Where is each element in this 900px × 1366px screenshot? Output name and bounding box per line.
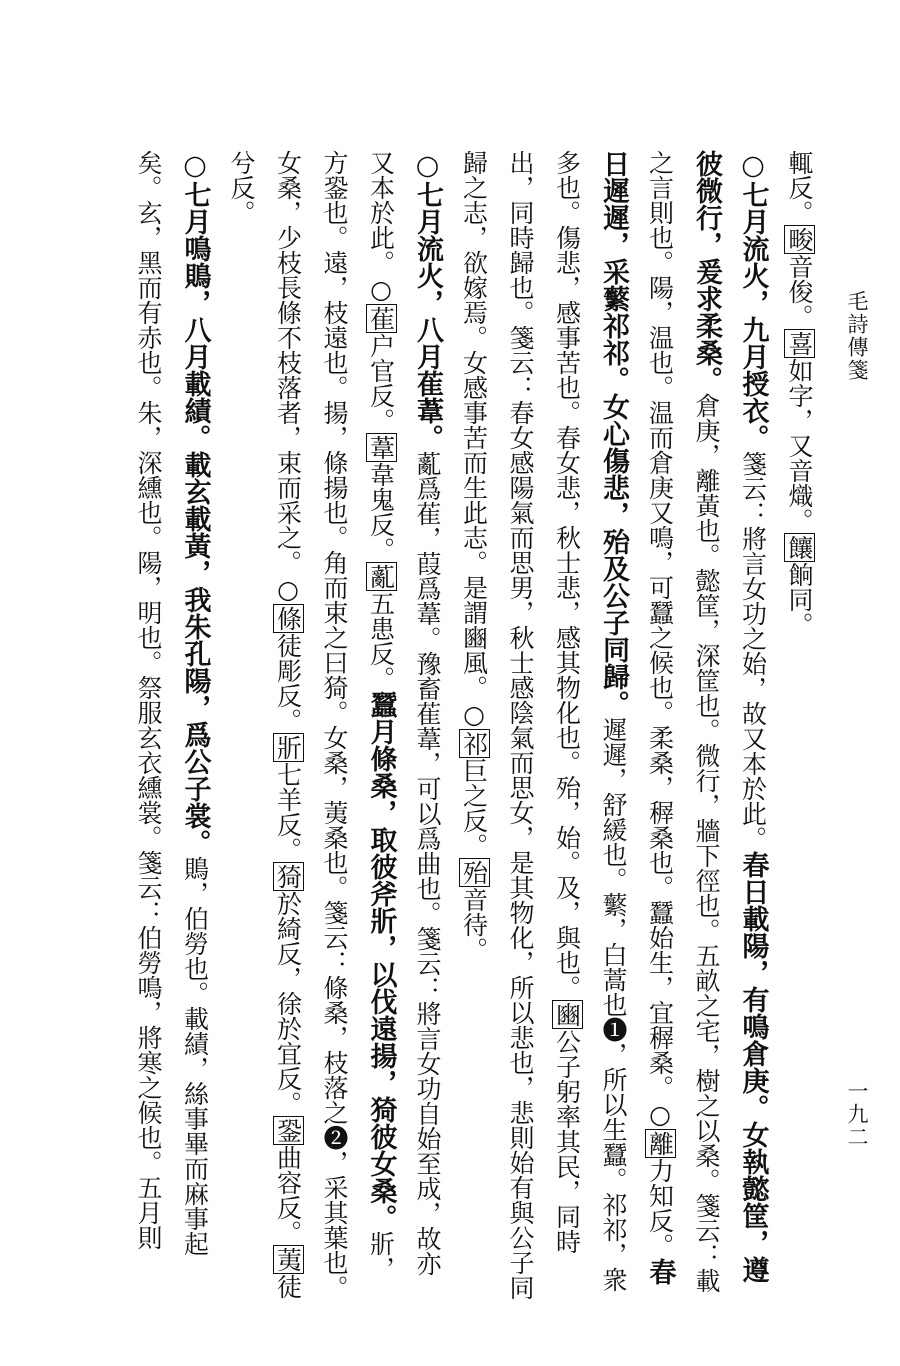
verse-text: 春日載陽，有鳴倉庚。女執懿筐，遵彼微行，爰求柔桑。 [691, 150, 769, 1283]
commentary-text: 輒反。 [785, 150, 814, 225]
boxed-character: 畯 [785, 227, 814, 252]
commentary-text: 薍爲萑，葭爲葦。豫畜萑葦，可以爲曲也。箋云：將言女功自始至成，故亦又本於此。○ [366, 150, 442, 1276]
verse-text: ○七月鳴鵙，八月載績。載玄載黃，我朱孔陽，爲公子裳。 [179, 150, 211, 856]
boxed-character: 斨 [273, 735, 303, 760]
commentary-text: 餉同。 [785, 562, 814, 637]
running-title: 毛詩傳箋 [845, 290, 869, 382]
boxed-character: 離 [645, 1131, 675, 1156]
commentary-text: 曲容反。 [273, 1145, 303, 1245]
boxed-character: 喜 [785, 331, 814, 356]
boxed-character: 饟 [785, 535, 814, 560]
commentary-text: 七羊反。 [273, 762, 303, 862]
boxed-character: 殆 [459, 860, 489, 885]
commentary-text: 於綺反，徐於宜反。 [273, 891, 303, 1116]
boxed-character: 猗 [273, 864, 303, 889]
boxed-character: 荑 [273, 1247, 303, 1272]
boxed-character: 薍 [366, 564, 396, 589]
commentary-text: 五患反。 [366, 591, 396, 691]
commentary-text: 徒彫反。 [273, 633, 303, 733]
boxed-character: 豳 [552, 1002, 582, 1027]
commentary-text: 斨，方銎也。遠，枝遠也。揚，條揚也。角而束之曰猗。女桑，荑桑也。箋云：條桑，枝落之❷，采其葉也。女桑，少枝長條不枝落者，束而采之。○ [273, 150, 396, 1300]
boxed-character: 葦 [366, 435, 396, 460]
boxed-character: 條 [273, 606, 303, 631]
commentary-text: 力知反。 [645, 1158, 675, 1258]
commentary-text: 公子躬率其民，同時出，同時歸也。箋云：春女感陽氣而思男，秋士感陰氣而思女，是其物化，所以悲也，悲則始有與公子同歸之志，欲嫁焉。女感事苦而生此志。是謂豳風。○ [459, 150, 582, 1300]
commentary-text: 韋鬼反。 [366, 462, 396, 562]
commentary-text: 鵙，伯勞也。載績，絲事畢而麻事起矣。玄，黑而有赤也。朱，深纁也。陽，明也。祭服玄衣纁裳。箋云：伯勞鳴，將寒之候也。五月則 [134, 150, 210, 1256]
verse-text: 春日遲遲，采蘩祁祁。女心傷悲，殆及公子同歸。 [598, 150, 676, 1285]
commentary-text: 音待。 [459, 887, 489, 962]
verse-text: 蠶月條桑，取彼斧斨，以伐遠揚，猗彼女桑。 [365, 691, 397, 1231]
commentary-text: 音俊。 [785, 254, 814, 329]
page-number: 一九二 [845, 1080, 869, 1149]
paragraph [776, 150, 823, 1300]
commentary-text: 徒兮反。 [227, 150, 303, 1299]
boxed-character: 萑 [366, 306, 396, 331]
body-text [42, 150, 822, 1300]
commentary-text: 如字，又音熾。 [785, 358, 814, 533]
boxed-character: 祁 [459, 731, 489, 756]
commentary-text: 巨之反。 [459, 758, 489, 858]
commentary-text: 箋云：將言女功之始，故又本於此。 [738, 451, 768, 851]
paragraph [450, 150, 776, 1300]
verse-text: ○七月流火，九月授衣。 [737, 150, 769, 451]
paragraph [218, 150, 451, 1300]
commentary-text: 户官反。 [366, 333, 396, 433]
commentary-text: 倉庚，離黃也。懿筐，深筐也。微行，牆下徑也。五畝之宅，樹之以桑。箋云：載之言則也。陽，温也。温而倉庚又鳴，可蠶之候也。柔桑，稺桑也。蠶始生，宜稺桑。○ [645, 150, 721, 1293]
verse-text: ○七月流火，八月萑葦。 [412, 150, 443, 451]
paragraph [125, 150, 218, 1300]
commentary-text: 遲遲，舒緩也。蘩，白蒿也❶，所以生蠶。祁祁，衆多也。傷悲，感事苦也。春女悲，秋士悲，感其物化也。殆，始。及，與也。 [552, 150, 628, 1292]
boxed-character: 銎 [273, 1118, 303, 1143]
